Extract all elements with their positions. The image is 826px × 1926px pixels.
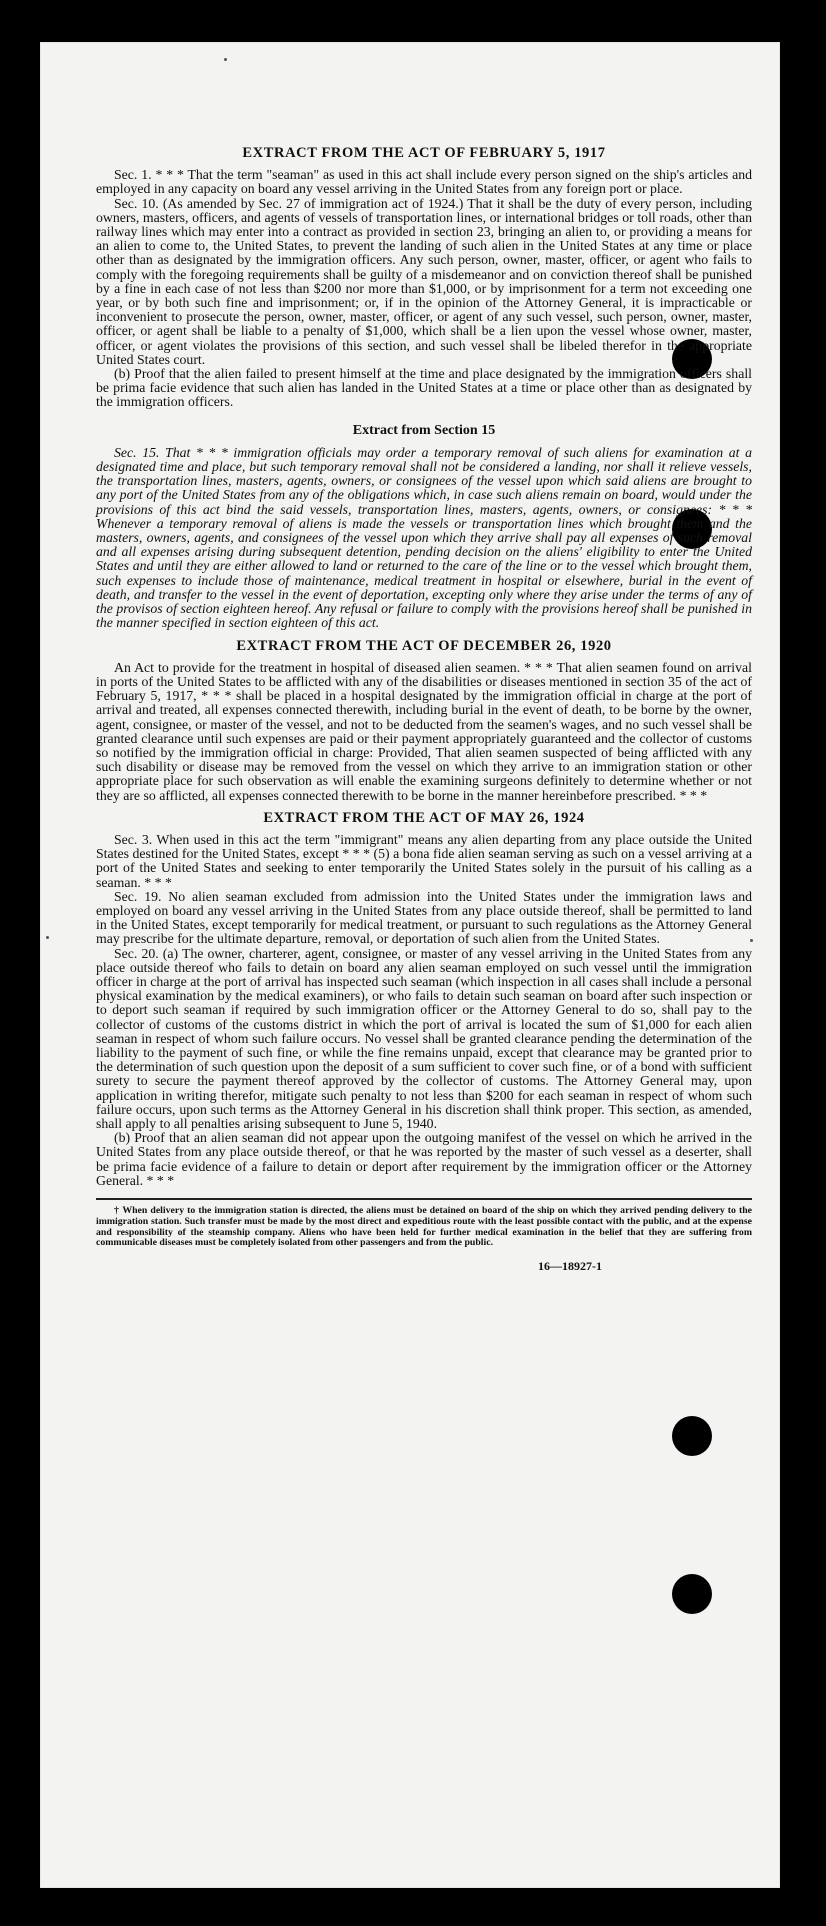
- punch-hole: [672, 1416, 712, 1456]
- speck: [224, 58, 227, 61]
- section-heading: Extract from Section 15: [352, 422, 496, 438]
- paragraph: (b) Proof that the alien failed to present himself at the time and place designated by the immigration officers shall be prima facie evidence that such alien has landed in the United States at a time or place other than as designated by the immigration officers.: [96, 366, 752, 410]
- paragraph: Sec. 15. That * * * immigration officials may order a temporary removal of such aliens for examination at a designated time and place, but such temporary removal shall not be considered a landing, nor shall it relieve vessels, the transportation lines, masters, agents, owners, or consignees of the vessel upon which said aliens are brought to any port of the United States from any of the obligations which, in case such aliens remain on board, would under the provisions of this act bind the said vessels, transportation lines, masters, agents, owners, or consignees: * * * Whenever a temporary removal of aliens is made the vessels or transportation lines which brought them and the masters, owners, agents, and consignees of the vessel upon which they arrive shall pay all expenses of such removal and all expenses arising during subsequent detention, pending decision on the aliens' eligibility to enter the United States and until they are either allowed to land or returned to the care of the line or to the vessel which brought them, such expenses to include those of maintenance, medical treatment in hospital or elsewhere, burial in the event of death, and transfer to the vessel in the event of deportation, excepting only where they arise under the terms of any of the provisos of section eighteen hereof. Any refusal or failure to comply with the provisions hereof shall be punished in the manner specified in section eighteen of this act.: [96, 444, 752, 631]
- section-heading: EXTRACT FROM THE ACT OF FEBRUARY 5, 1917: [242, 145, 606, 161]
- section-heading: EXTRACT FROM THE ACT OF DECEMBER 26, 1920: [236, 637, 612, 654]
- speck: [46, 936, 49, 939]
- footnote: † When delivery to the immigration station is directed, the aliens must be detained on board of the ship on which they arrived pending delivery to the immigration station. Such transfer must be made by the most direct and expeditious route with the least possible contact with the public, and at the expense and responsibility of the steamship company. Aliens who have been held for further medical examination in the belief that they are suffering from communicable diseases must be completely isolated from other passengers and from the public.: [96, 1205, 752, 1249]
- paragraph: Sec. 3. When used in this act the term "immigrant" means any alien departing from any place outside the United States destined for the United States, except * * * (5) a bona fide alien seaman serving as such on a vessel arriving at a port of the United States and seeking to enter temporarily the United States solely in the pursuit of his calling as a seaman. * * *: [96, 831, 752, 890]
- document-body: [96, 146, 752, 1273]
- section-heading: EXTRACT FROM THE ACT OF MAY 26, 1924: [263, 809, 585, 826]
- act-1917-section: [96, 146, 752, 410]
- document-page: [40, 42, 780, 1888]
- document-number: 16—18927-1: [538, 1259, 602, 1274]
- act-1920-section: [96, 639, 752, 803]
- paragraph: Sec. 1. * * * That the term "seaman" as used in this act shall include every person signed on the ship's articles and employed in any capacity on board any vessel arriving in the United States from any foreign port or place.: [96, 167, 752, 197]
- paragraph: Sec. 10. (As amended by Sec. 27 of immigration act of 1924.) That it shall be the duty of every person, including owners, masters, officers, and agents of vessels of transportation lines, or international bridges or toll roads, other than railway lines which may enter into a contract as provided in section 23, bringing an alien to, or providing a means for an alien to come to, the United States, to prevent the landing of such alien in the United States at any time or place other than as designated by the immigration officers. Any such person, owner, master, officer, or agent who fails to comply with the foregoing requirements shall be guilty of a misdemeanor and on conviction thereof shall be punished by a fine in each case of not less than $200 nor more than $1,000, or by imprisonment for a term not exceeding one year, or by both such fine and imprisonment; or, if in the opinion of the Attorney General, it is impracticable or inconvenient to prosecute the person, owner, master, officer, or agent of any such vessel, such person, owner, master, officer, or agent shall be liable to a penalty of $1,000, which shall be a lien upon the vessel whose owner, master, officer, or agent violates the provisions of this section, and such vessel shall be libeled therefor in the appropriate United States court.: [96, 195, 752, 367]
- footnote-divider: [96, 1198, 752, 1200]
- section-15-extract: [96, 424, 752, 631]
- paragraph: Sec. 20. (a) The owner, charterer, agent, consignee, or master of any vessel arriving in the United States from any place outside thereof who fails to detain on board any alien seaman employed on such vessel until the immigration officer in charge at the port of arrival has inspected such seaman (which inspection in all cases shall include a personal physical examination by the medical examiners), or who fails to detain such seaman on board after such inspection or to deport such seaman if required by such immigration officer or the Attorney General to do so, shall pay to the collector of customs of the customs district in which the port of arrival is located the sum of $1,000 for each alien seaman in respect of whom such failure occurs. No vessel shall be granted clearance pending the determination of the liability to the payment of such fine, or while the fine remains unpaid, except that clearance may be granted prior to the determination of such question upon the deposit of a sum sufficient to cover such fine, or of a bond with sufficient surety to secure the payment thereof approved by the collector of customs. The Attorney General may, upon application in writing therefor, mitigate such penalty to not less than $200 for each seaman in respect of whom such failure occurs, upon such terms as the Attorney General in his discretion shall think proper. This section, as amended, shall apply to all penalties arising subsequent to June 5, 1940.: [96, 945, 752, 1131]
- paragraph: An Act to provide for the treatment in hospital of diseased alien seamen. * * * That alien seamen found on arrival in ports of the United States to be afflicted with any of the disabilities or diseases mentioned in section 35 of the act of February 5, 1917, * * * shall be placed in a hospital designated by the immigration official in charge at the port of arrival and treated, all expenses connected therewith, including burial in the event of death, to be borne by the owner, agent, consignee, or master of the vessel, and not to be deducted from the seamen's wages, and no such vessel shall be granted clearance until such expenses are paid or their payment appropriately guaranteed and the collector of customs so notified by the immigration official in charge: Provided, That alien seamen suspected of being afflicted with any such disability or disease may be removed from the vessel on which they arrive to an immigration station or other appropriate place for such observation as will enable the examining surgeons definitely to determine whether or not they are so afflicted, all expenses connected therewith to be borne in the manner hereinbefore prescribed. * * *: [96, 659, 752, 803]
- paragraph: Sec. 19. No alien seaman excluded from admission into the United States under the immigration laws and employed on board any vessel arriving in the United States from any place outside thereof, shall be permitted to land in the United States, except temporarily for medical treatment, or pursuant to such regulations as the Attorney General may prescribe for the ultimate departure, removal, or deportation of such alien from the United States.: [96, 888, 752, 947]
- paragraph: (b) Proof that an alien seaman did not appear upon the outgoing manifest of the vessel on which he arrived in the United States from any place outside thereof, or that he was reported by the master of such vessel as a deserter, shall be prima facie evidence of a failure to detain or deport after requirement by the immigration officer or the Attorney General. * * *: [96, 1130, 752, 1188]
- act-1924-section: [96, 811, 752, 1188]
- punch-hole: [672, 1574, 712, 1614]
